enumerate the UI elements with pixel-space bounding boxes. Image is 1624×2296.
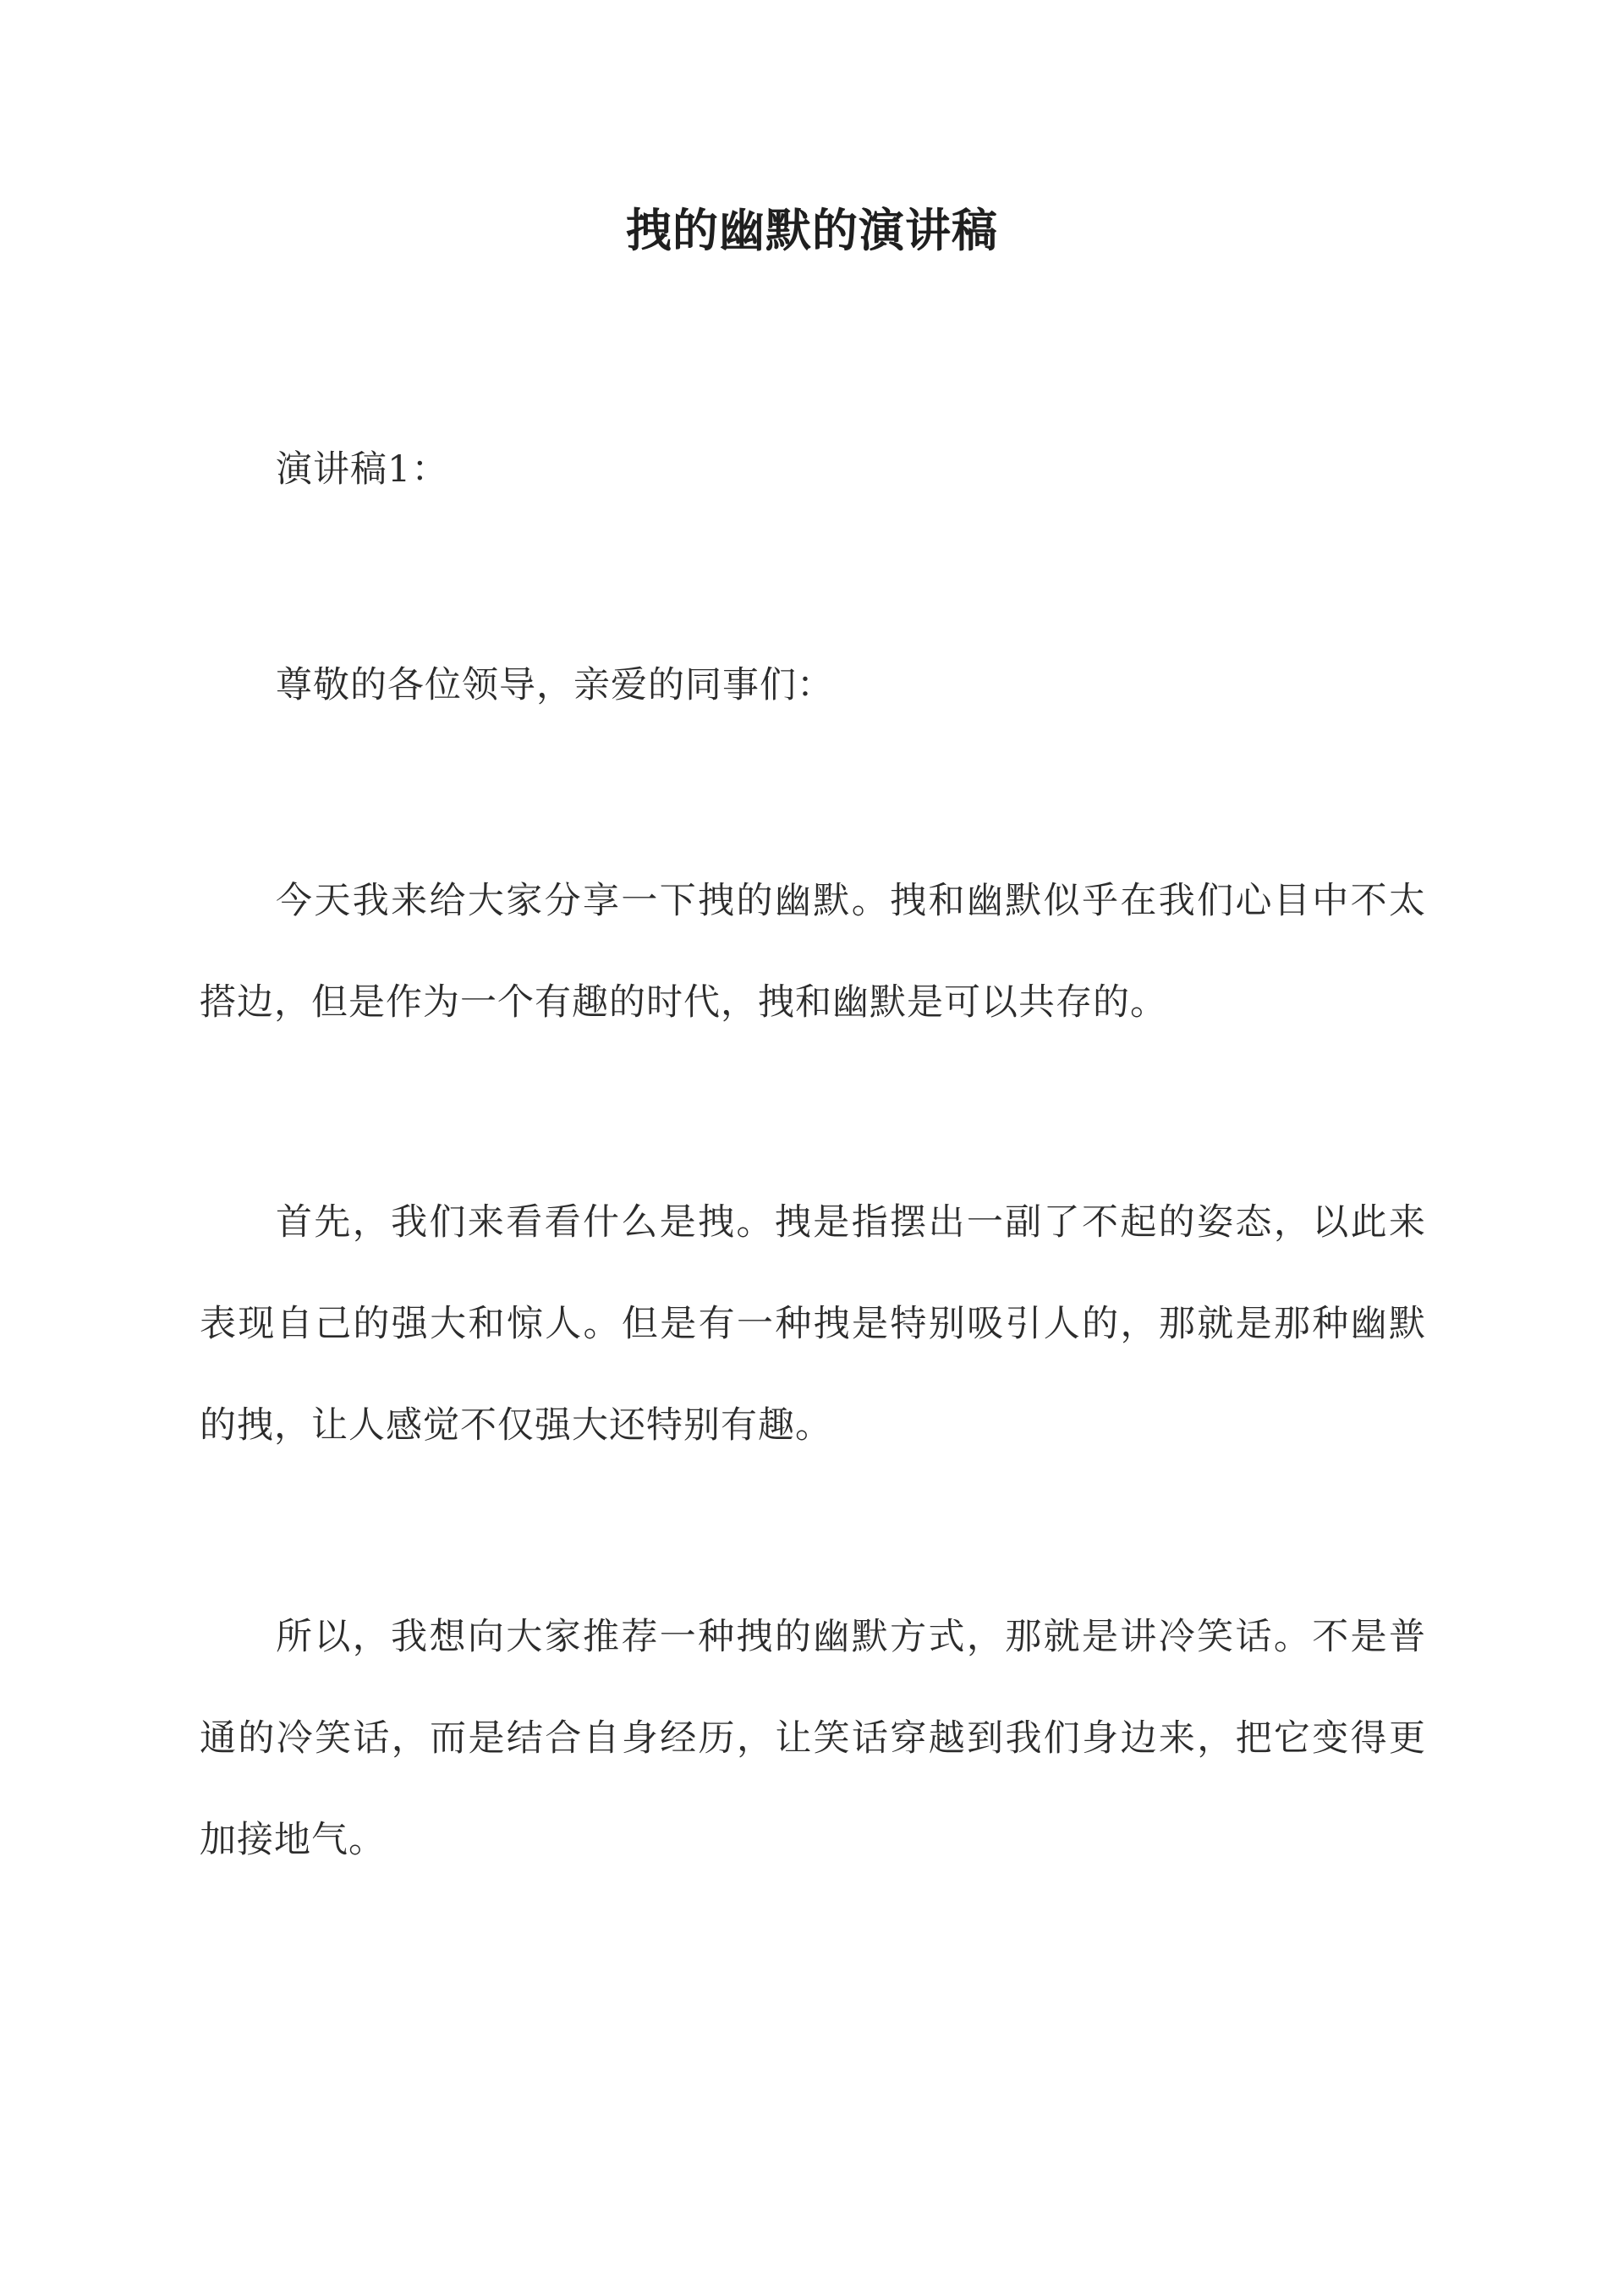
speech-heading: 演讲稿1： — [276, 448, 449, 491]
speech-paragraph: 所以，我想向大家推荐一种拽的幽默方式，那就是讲冷笑话。不是普通的冷笑话，而是结合自身经历，让笑话穿越到我们身边来，把它变得更加接地气。 — [200, 1616, 1426, 1861]
speech-paragraph: 首先，我们来看看什么是拽。拽是指摆出一副了不起的姿态，以此来表现自己的强大和惊人。但是有一种拽是特别吸引人的，那就是那种幽默的拽，让人感觉不仅强大还特别有趣。 — [200, 1201, 1426, 1447]
document-title: 拽的幽默的演讲稿 — [626, 203, 998, 257]
speech-salutation: 尊敬的各位领导，亲爱的同事们： — [276, 664, 834, 706]
speech-paragraph: 今天我来给大家分享一下拽的幽默。拽和幽默似乎在我们心目中不太搭边，但是作为一个有趣的时代，拽和幽默是可以共存的。 — [200, 880, 1426, 1024]
